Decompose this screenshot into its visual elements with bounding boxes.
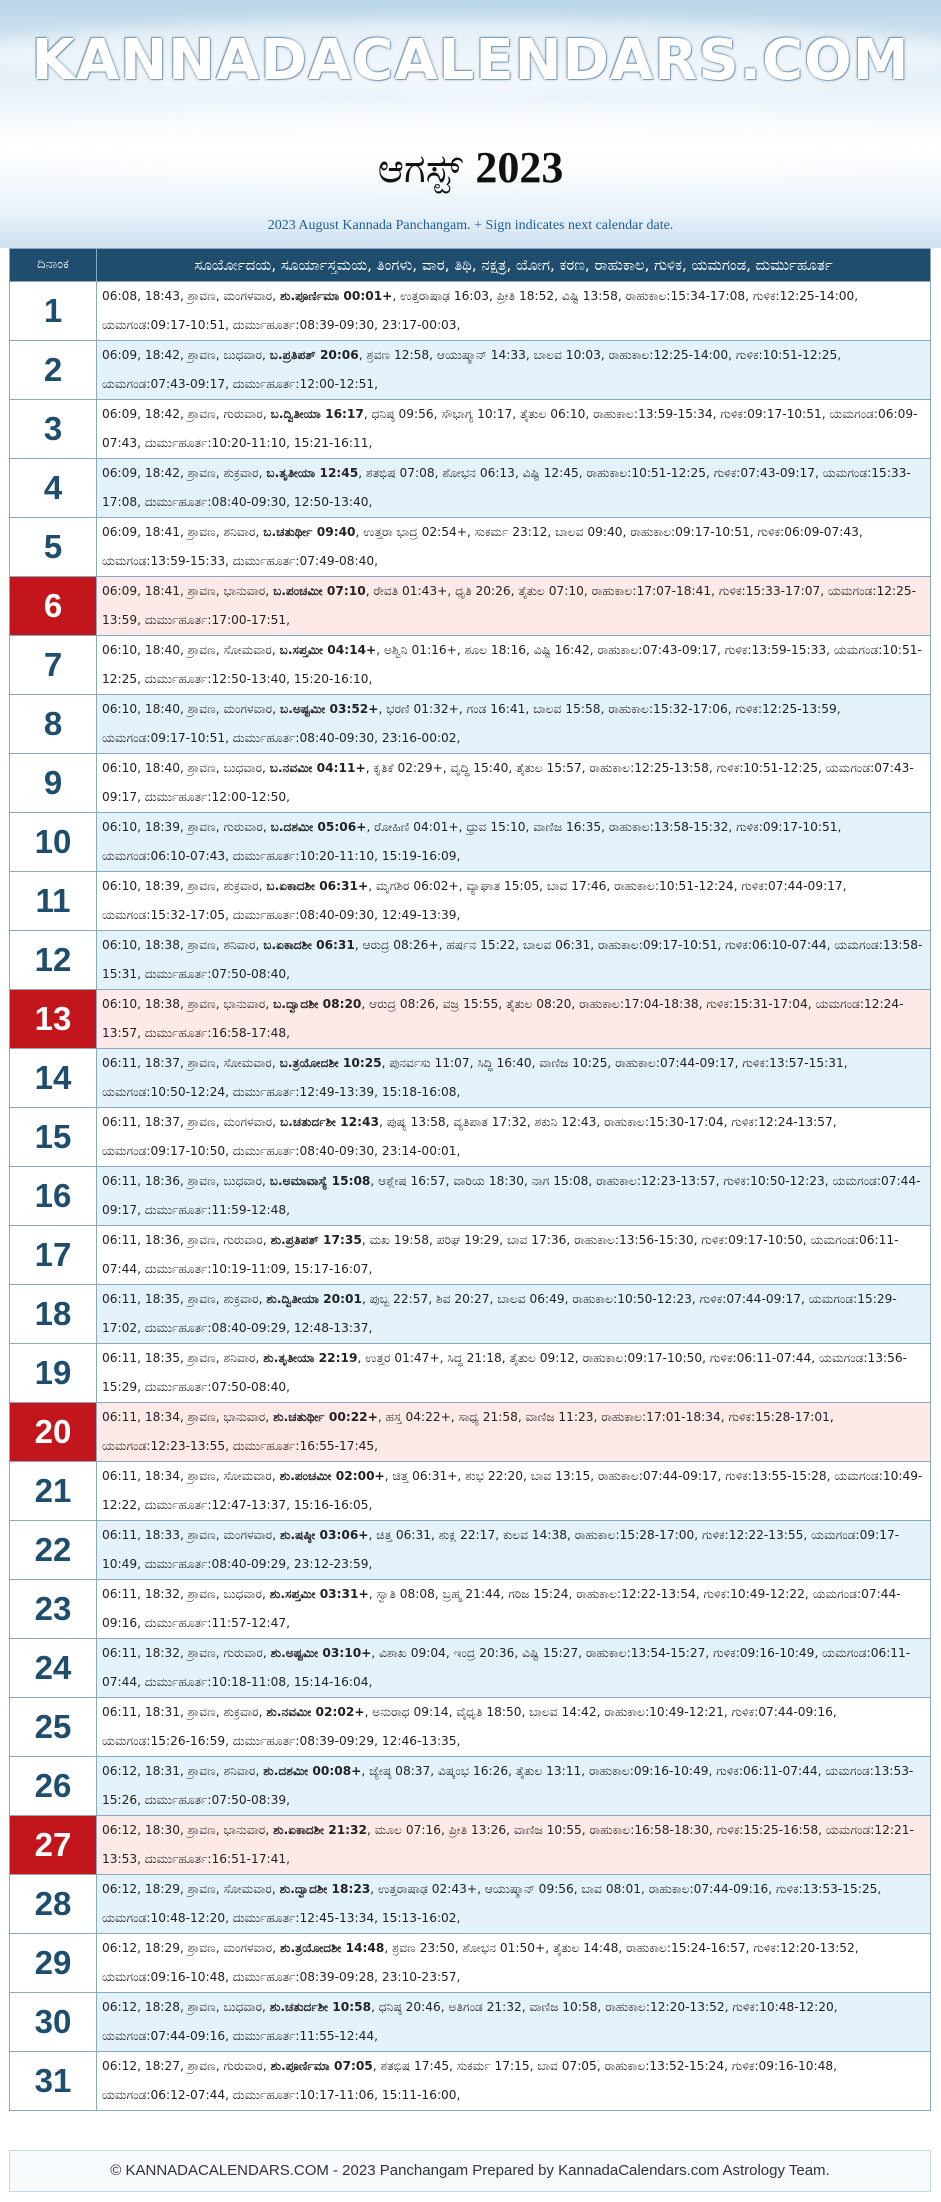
table-row xyxy=(10,695,931,754)
day-number: 11 xyxy=(10,872,97,931)
tithi-label: ಶು.ಚತುರ್ಥೀ 00:22+ xyxy=(273,1410,378,1424)
tithi-label: ಶು.ದ್ವಾದಶೀ 18:23 xyxy=(279,1882,371,1896)
table-row xyxy=(10,1462,931,1521)
details-prefix: 06:10, 18:40, ಶ್ರಾವಣ, ಬುಧವಾರ, xyxy=(102,761,270,775)
day-number: 6 xyxy=(10,577,97,636)
details-suffix: , ಅಶ್ವಿನಿ 01:16+, ಶೂಲ 18:16, ವಿಷ್ಟಿ 16:42, ರಾಹುಕಾಲ:07:43-09:17, ಗುಳಿಕ:13:59-15:33, ಯಮಗಂಡ:10:51-12:25, ದುರ್ಮುಹೂರ್ತ:12:50-13:40, 15:20-16:10, xyxy=(102,643,922,686)
day-number: 8 xyxy=(10,695,97,754)
tithi-label: ಬ.ಚತುರ್ಥೀ 09:40 xyxy=(263,525,356,539)
day-number: 22 xyxy=(10,1521,97,1580)
details-prefix: 06:10, 18:38, ಶ್ರಾವಣ, ಭಾನುವಾರ, xyxy=(102,997,274,1011)
day-number: 21 xyxy=(10,1462,97,1521)
details-prefix: 06:10, 18:39, ಶ್ರಾವಣ, ಶುಕ್ರವಾರ, xyxy=(102,879,267,893)
tithi-label: ಬ.ಅಮಾವಾಸ್ಯೆ 15:08 xyxy=(269,1174,371,1188)
details-suffix: , ಶತಭಿಷ 17:45, ಸುಕರ್ಮ 17:15, ಬಾವ 07:05, ರಾಹುಕಾಲ:13:52-15:24, ಗುಳಿಕ:09:16-10:48, ಯಮಗಂಡ:06:12-07:44, ದುರ್ಮುಹೂರ್ತ:10:17-11:06, 15:11-16:00, xyxy=(102,2059,838,2102)
table-row xyxy=(10,1639,931,1698)
details-suffix: , ಶತಭಿಷ 07:08, ಶೋಭನ 06:13, ವಿಷ್ಟಿ 12:45, ರಾಹುಕಾಲ:10:51-12:25, ಗುಳಿಕ:07:43-09:17, ಯಮಗಂಡ:15:33-17:08, ದುರ್ಮುಹೂರ್ತ:08:40-09:30, 12:50-13:40, xyxy=(102,466,911,509)
panchangam-details xyxy=(97,459,931,518)
day-number: 16 xyxy=(10,1167,97,1226)
day-number: 10 xyxy=(10,813,97,872)
tithi-label: ಶು.ದಶಮೀ 00:08+ xyxy=(263,1764,362,1778)
day-number: 14 xyxy=(10,1049,97,1108)
day-number: 13 xyxy=(10,990,97,1049)
details-prefix: 06:11, 18:35, ಶ್ರಾವಣ, ಶನಿವಾರ, xyxy=(102,1351,264,1365)
details-prefix: 06:11, 18:36, ಶ್ರಾವಣ, ಗುರುವಾರ, xyxy=(102,1233,271,1247)
details-suffix: , ರೇವತಿ 01:43+, ಧೃತಿ 20:26, ತೈತುಲ 07:10, ರಾಹುಕಾಲ:17:07-18:41, ಗುಳಿಕ:15:33-17:07, ಯಮಗಂಡ:12:25-13:59, ದುರ್ಮುಹೂರ್ತ:17:00-17:51, xyxy=(102,584,916,627)
panchangam-details xyxy=(97,813,931,872)
details-prefix: 06:12, 18:30, ಶ್ರಾವಣ, ಭಾನುವಾರ, xyxy=(102,1823,274,1837)
table-row xyxy=(10,341,931,400)
table-row xyxy=(10,1816,931,1875)
table-row xyxy=(10,1344,931,1403)
details-suffix: , ಧನಿಷ್ಠ 20:46, ಅತಿಗಂಡ 21:32, ವಾಣಿಜ 10:58, ರಾಹುಕಾಲ:12:20-13:52, ಗುಳಿಕ:10:48-12:20, ಯಮಗಂಡ:07:44-09:16, ದುರ್ಮುಹೂರ್ತ:11:55-12:44, xyxy=(102,2000,838,2043)
details-suffix: , ಕೃತಿಕೆ 02:29+, ವೃದ್ಧಿ 15:40, ತೈತುಲ 15:57, ರಾಹುಕಾಲ:12:25-13:58, ಗುಳಿಕ:10:51-12:25, ಯಮಗಂಡ:07:43-09:17, ದುರ್ಮುಹೂರ್ತ:12:00-12:50, xyxy=(102,761,914,804)
tithi-label: ಬ.ತ್ರಯೋದಶೀ 10:25 xyxy=(279,1056,382,1070)
details-prefix: 06:10, 18:39, ಶ್ರಾವಣ, ಗುರುವಾರ, xyxy=(102,820,271,834)
tithi-label: ಬ.ದ್ವಾದಶೀ 08:20 xyxy=(273,997,362,1011)
day-number: 18 xyxy=(10,1285,97,1344)
details-prefix: 06:09, 18:41, ಶ್ರಾವಣ, ಭಾನುವಾರ, xyxy=(102,584,274,598)
details-suffix: , ಮೃಗಶಿರ 06:02+, ವ್ಯಾಘಾತ 15:05, ಬಾವ 17:46, ರಾಹುಕಾಲ:10:51-12:24, ಗುಳಿಕ:07:44-09:17, ಯಮಗಂಡ:15:32-17:05, ದುರ್ಮುಹೂರ್ತ:08:40-09:30, 12:49-13:39, xyxy=(102,879,847,922)
day-number: 7 xyxy=(10,636,97,695)
table-row xyxy=(10,931,931,990)
details-suffix: , ಪುಬ್ಬ 22:57, ಶಿವ 20:27, ಬಾಲವ 06:49, ರಾಹುಕಾಲ:10:50-12:23, ಗುಳಿಕ:07:44-09:17, ಯಮಗಂಡ:15:29-17:02, ದುರ್ಮುಹೂರ್ತ:08:40-09:29, 12:48-13:37, xyxy=(102,1292,897,1335)
table-row xyxy=(10,1108,931,1167)
details-prefix: 06:10, 18:40, ಶ್ರಾವಣ, ಸೋಮವಾರ, xyxy=(102,643,280,657)
tithi-label: ಶು.ಚತುರ್ದಶೀ 10:58 xyxy=(269,2000,372,2014)
details-suffix: , ಆರುದ್ರ 08:26, ವಜ್ರ 15:55, ತೈತುಲ 08:20, ರಾಹುಕಾಲ:17:04-18:38, ಗುಳಿಕ:15:31-17:04, ಯಮಗಂಡ:12:24-13:57, ದುರ್ಮುಹೂರ್ತ:16:58-17:48, xyxy=(102,997,904,1040)
table-row xyxy=(10,1226,931,1285)
panchangam-details xyxy=(97,1521,931,1580)
details-prefix: 06:11, 18:34, ಶ್ರಾವಣ, ಸೋಮವಾರ, xyxy=(102,1469,280,1483)
details-suffix: , ರೋಹಿಣಿ 04:01+, ಧ್ರುವ 15:10, ವಾಣಿಜ 16:35, ರಾಹುಕಾಲ:13:58-15:32, ಗುಳಿಕ:09:17-10:51, ಯಮಗಂಡ:06:10-07:43, ದುರ್ಮುಹೂರ್ತ:10:20-11:10, 15:19-16:09, xyxy=(102,820,842,863)
details-suffix: , ಶ್ರವಣ 12:58, ಆಯುಷ್ಮಾನ್ 14:33, ಬಾಲವ 10:03, ರಾಹುಕಾಲ:12:25-14:00, ಗುಳಿಕ:10:51-12:25, ಯಮಗಂಡ:07:43-09:17, ದುರ್ಮುಹೂರ್ತ:12:00-12:51, xyxy=(102,348,842,391)
panchangam-details xyxy=(97,1993,931,2052)
panchangam-details xyxy=(97,990,931,1049)
details-suffix: , ಜ್ಯೇಷ್ಠ 08:37, ವಿಷ್ಕಂಭ 16:26, ತೈತುಲ 13:11, ರಾಹುಕಾಲ:09:16-10:49, ಗುಳಿಕ:06:11-07:44, ಯಮಗಂಡ:13:53-15:26, ದುರ್ಮುಹೂರ್ತ:07:50-08:39, xyxy=(102,1764,914,1807)
table-row xyxy=(10,754,931,813)
day-number: 3 xyxy=(10,400,97,459)
day-number: 31 xyxy=(10,2052,97,2111)
tithi-label: ಬ.ಪ್ರತಿಪತ್ 20:06 xyxy=(269,348,359,362)
day-number: 26 xyxy=(10,1757,97,1816)
details-suffix: , ಹಸ್ತ 04:22+, ಸಾಧ್ಯ 21:58, ವಾಣಿಜ 11:23, ರಾಹುಕಾಲ:17:01-18:34, ಗುಳಿಕ:15:28-17:01, ಯಮಗಂಡ:12:23-13:55, ದುರ್ಮುಹೂರ್ತ:16:55-17:45, xyxy=(102,1410,834,1453)
table-body xyxy=(10,282,931,2111)
tithi-label: ಬ.ತೃತೀಯಾ 12:45 xyxy=(266,466,359,480)
site-logo-title[interactable]: KANNADACALENDARS.COM xyxy=(31,28,910,93)
day-number: 9 xyxy=(10,754,97,813)
details-suffix: , ಅನುರಾಧ 09:14, ವೈಧೃತಿ 18:50, ಬಾಲವ 14:42, ರಾಹುಕಾಲ:10:49-12:21, ಗುಳಿಕ:07:44-09:16, ಯಮಗಂಡ:15:26-16:59, ದುರ್ಮುಹೂರ್ತ:08:39-09:29, 12:46-13:35, xyxy=(102,1705,837,1748)
panchangam-details xyxy=(97,1639,931,1698)
details-prefix: 06:12, 18:28, ಶ್ರಾವಣ, ಬುಧವಾರ, xyxy=(102,2000,270,2014)
tithi-label: ಬ.ಅಷ್ಟಮೀ 03:52+ xyxy=(280,702,379,716)
day-number: 17 xyxy=(10,1226,97,1285)
details-suffix: , ಮೂಲ 07:16, ಪ್ರೀತಿ 13:26, ವಾಣಿಜ 10:55, ರಾಹುಕಾಲ:16:58-18:30, ಗುಳಿಕ:15:25-16:58, ಯಮಗಂಡ:12:21-13:53, ದುರ್ಮುಹೂರ್ತ:16:51-17:41, xyxy=(102,1823,914,1866)
month-name: ಆಗಸ್ಟ್ xyxy=(377,146,463,192)
details-prefix: 06:11, 18:35, ಶ್ರಾವಣ, ಶುಕ್ರವಾರ, xyxy=(102,1292,267,1306)
page-footer: © KANNADACALENDARS.COM - 2023 Panchangam Prepared by KannadaCalendars.com Astrology Team. xyxy=(9,2150,931,2192)
details-suffix: , ಚಿತ್ತ 06:31+, ಶುಭ 22:20, ಬಾವ 13:15, ರಾಹುಕಾಲ:07:44-09:17, ಗುಳಿಕ:13:55-15:28, ಯಮಗಂಡ:10:49-12:22, ದುರ್ಮುಹೂರ್ತ:12:47-13:37, 15:16-16:05, xyxy=(102,1469,923,1512)
table-row xyxy=(10,813,931,872)
table-row xyxy=(10,636,931,695)
details-suffix: , ಶ್ರವಣ 23:50, ಶೋಭನ 01:50+, ತೈತುಲ 14:48, ರಾಹುಕಾಲ:15:24-16:57, ಗುಳಿಕ:12:20-13:52, ಯಮಗಂಡ:09:16-10:48, ದುರ್ಮುಹೂರ್ತ:08:39-09:28, 23:10-23:57, xyxy=(102,1941,859,1984)
details-prefix: 06:10, 18:40, ಶ್ರಾವಣ, ಮಂಗಳವಾರ, xyxy=(102,702,280,716)
details-prefix: 06:11, 18:31, ಶ್ರಾವಣ, ಶುಕ್ರವಾರ, xyxy=(102,1705,267,1719)
tithi-label: ಶು.ತ್ರಯೋದಶೀ 14:48 xyxy=(280,1941,385,1955)
details-suffix: , ಉತ್ತರಾ ಭಾದ್ರ 02:54+, ಸುಕರ್ಮ 23:12, ಬಾಲವ 09:40, ರಾಹುಕಾಲ:09:17-10:51, ಗುಳಿಕ:06:09-07:43, ಯಮಗಂಡ:13:59-15:33, ದುರ್ಮುಹೂರ್ತ:07:49-08:40, xyxy=(102,525,863,568)
tithi-label: ಶು.ಸಪ್ತಮೀ 03:31+ xyxy=(269,1587,369,1601)
panchangam-details xyxy=(97,400,931,459)
table-row xyxy=(10,990,931,1049)
table-row xyxy=(10,1757,931,1816)
day-number: 12 xyxy=(10,931,97,990)
details-prefix: 06:11, 18:32, ಶ್ರಾವಣ, ಬುಧವಾರ, xyxy=(102,1587,270,1601)
tithi-label: ಬ.ಪಂಚಮೀ 07:10 xyxy=(273,584,366,598)
day-number: 2 xyxy=(10,341,97,400)
year: 2023 xyxy=(475,143,564,192)
table-row xyxy=(10,1875,931,1934)
tithi-label: ಶು.ಪೂರ್ಣಿಮಾ 00:01+ xyxy=(280,289,393,303)
day-number: 24 xyxy=(10,1639,97,1698)
panchangam-details xyxy=(97,872,931,931)
tithi-label: ಬ.ಚತುರ್ದಶೀ 12:43 xyxy=(280,1115,379,1129)
site-header xyxy=(0,0,941,248)
panchangam-details xyxy=(97,577,931,636)
panchangam-details xyxy=(97,1580,931,1639)
details-prefix: 06:12, 18:27, ಶ್ರಾವಣ, ಗುರುವಾರ, xyxy=(102,2059,271,2073)
details-prefix: 06:12, 18:29, ಶ್ರಾವಣ, ಮಂಗಳವಾರ, xyxy=(102,1941,280,1955)
tithi-label: ಶು.ಷಷ್ಠೀ 03:06+ xyxy=(280,1528,369,1542)
tithi-label: ಶು.ಏಕಾದಶೀ 21:32 xyxy=(273,1823,368,1837)
table-row xyxy=(10,1521,931,1580)
day-number: 27 xyxy=(10,1816,97,1875)
column-header-details: ಸೂರ್ಯೋದಯ, ಸೂರ್ಯಾಸ್ತಮಯ, ತಿಂಗಳು, ವಾರ, ತಿಥಿ, ನಕ್ಷತ್ರ, ಯೋಗ, ಕರಣ, ರಾಹುಕಾಲ, ಗುಳಿಕ, ಯಮಗಂಡ, ದುರ್ಮುಹೂರ್ತ xyxy=(97,249,931,282)
panchangam-details xyxy=(97,754,931,813)
table-row xyxy=(10,2052,931,2111)
details-prefix: 06:11, 18:32, ಶ್ರಾವಣ, ಗುರುವಾರ, xyxy=(102,1646,271,1660)
tithi-label: ಶು.ದ್ವಿತೀಯಾ 20:01 xyxy=(266,1292,362,1306)
details-prefix: 06:09, 18:42, ಶ್ರಾವಣ, ಗುರುವಾರ, xyxy=(102,407,271,421)
panchangam-details xyxy=(97,1344,931,1403)
tithi-label: ಬ.ದ್ವಿತೀಯಾ 16:17 xyxy=(270,407,364,421)
panchangam-details xyxy=(97,1049,931,1108)
day-number: 23 xyxy=(10,1580,97,1639)
panchangam-details xyxy=(97,1226,931,1285)
table-row xyxy=(10,1993,931,2052)
panchangam-details xyxy=(97,341,931,400)
details-suffix: , ಉತ್ತರಾಷಾಢ 16:03, ಪ್ರೀತಿ 18:52, ವಿಷ್ಟಿ 13:58, ರಾಹುಕಾಲ:15:34-17:08, ಗುಳಿಕ:12:25-14:00, ಯಮಗಂಡ:09:17-10:51, ದುರ್ಮುಹೂರ್ತ:08:39-09:30, 23:17-00:03, xyxy=(102,289,859,332)
tithi-label: ಶು.ಪ್ರತಿಪತ್ 17:35 xyxy=(270,1233,362,1247)
table-row xyxy=(10,1167,931,1226)
details-prefix: 06:11, 18:37, ಶ್ರಾವಣ, ಸೋಮವಾರ, xyxy=(102,1056,280,1070)
panchangam-details xyxy=(97,1757,931,1816)
details-prefix: 06:12, 18:29, ಶ್ರಾವಣ, ಸೋಮವಾರ, xyxy=(102,1882,280,1896)
details-prefix: 06:09, 18:42, ಶ್ರಾವಣ, ಶುಕ್ರವಾರ, xyxy=(102,466,267,480)
tithi-label: ಶು.ಪೂರ್ಣಿಮಾ 07:05 xyxy=(270,2059,373,2073)
panchangam-details xyxy=(97,282,931,341)
details-suffix: , ಮಖ 19:58, ಪರಿಘ 19:29, ಬಾವ 17:36, ರಾಹುಕಾಲ:13:56-15:30, ಗುಳಿಕ:09:17-10:50, ಯಮಗಂಡ:06:11-07:44, ದುರ್ಮುಹೂರ್ತ:10:19-11:09, 15:17-16:07, xyxy=(102,1233,899,1276)
details-prefix: 06:11, 18:36, ಶ್ರಾವಣ, ಬುಧವಾರ, xyxy=(102,1174,270,1188)
table-row xyxy=(10,872,931,931)
details-suffix: , ವಿಶಾಖ 09:04, ಇಂದ್ರ 20:36, ವಿಷ್ಟಿ 15:27, ರಾಹುಕಾಲ:13:54-15:27, ಗುಳಿಕ:09:16-10:49, ಯಮಗಂಡ:06:11-07:44, ದುರ್ಮುಹೂರ್ತ:10:18-11:08, 15:14-16:04, xyxy=(102,1646,911,1689)
tithi-label: ಬ.ದಶಮೀ 05:06+ xyxy=(270,820,367,834)
details-prefix: 06:11, 18:34, ಶ್ರಾವಣ, ಭಾನುವಾರ, xyxy=(102,1410,274,1424)
table-row xyxy=(10,1049,931,1108)
details-prefix: 06:08, 18:43, ಶ್ರಾವಣ, ಮಂಗಳವಾರ, xyxy=(102,289,280,303)
panchangam-details xyxy=(97,931,931,990)
table-row xyxy=(10,577,931,636)
details-suffix: , ಪುನರ್ವಸು 11:07, ಸಿದ್ಧಿ 16:40, ವಾಣಿಜ 10:25, ರಾಹುಕಾಲ:07:44-09:17, ಗುಳಿಕ:13:57-15:31, ಯಮಗಂಡ:10:50-12:24, ದುರ್ಮುಹೂರ್ತ:12:49-13:39, 15:18-16:08, xyxy=(102,1056,848,1099)
table-row xyxy=(10,1403,931,1462)
day-number: 30 xyxy=(10,1993,97,2052)
details-suffix: , ಆರುದ್ರ 08:26+, ಹರ್ಷನ 15:22, ಬಾಲವ 06:31, ರಾಹುಕಾಲ:09:17-10:51, ಗುಳಿಕ:06:10-07:44, ಯಮಗಂಡ:13:58-15:31, ದುರ್ಮುಹೂರ್ತ:07:50-08:40, xyxy=(102,938,923,981)
table-row xyxy=(10,400,931,459)
table-row xyxy=(10,459,931,518)
table-row xyxy=(10,518,931,577)
day-number: 19 xyxy=(10,1344,97,1403)
day-number: 5 xyxy=(10,518,97,577)
details-suffix: , ಚಿತ್ತ 06:31, ಶುಕ್ಲ 22:17, ಕುಲವ 14:38, ರಾಹುಕಾಲ:15:28-17:00, ಗುಳಿಕ:12:22-13:55, ಯಮಗಂಡ:09:17-10:49, ದುರ್ಮುಹೂರ್ತ:08:40-09:29, 23:12-23:59, xyxy=(102,1528,900,1571)
column-header-date: ದಿನಾಂಕ xyxy=(10,249,97,282)
panchangam-details xyxy=(97,1403,931,1462)
panchangam-details xyxy=(97,518,931,577)
table-row xyxy=(10,1580,931,1639)
tithi-label: ಬ.ಏಕಾದಶೀ 06:31+ xyxy=(266,879,369,893)
details-suffix: , ಧನಿಷ್ಠ 09:56, ಸೌಭಾಗ್ಯ 10:17, ತೈತುಲ 06:10, ರಾಹುಕಾಲ:13:59-15:34, ಗುಳಿಕ:09:17-10:51, ಯಮಗಂಡ:06:09-07:43, ದುರ್ಮುಹೂರ್ತ:10:20-11:10, 15:21-16:11, xyxy=(102,407,918,450)
panchangam-details xyxy=(97,1108,931,1167)
table-row xyxy=(10,1698,931,1757)
day-number: 29 xyxy=(10,1934,97,1993)
tithi-label: ಬ.ನವಮೀ 04:11+ xyxy=(269,761,366,775)
panchangam-details xyxy=(97,1934,931,1993)
tithi-label: ಶು.ತೃತೀಯಾ 22:19 xyxy=(263,1351,358,1365)
panchangam-details xyxy=(97,1462,931,1521)
panchangam-details xyxy=(97,2052,931,2111)
panchangam-details xyxy=(97,695,931,754)
tithi-label: ಶು.ಅಷ್ಟಮೀ 03:10+ xyxy=(270,1646,372,1660)
details-prefix: 06:12, 18:31, ಶ್ರಾವಣ, ಶನಿವಾರ, xyxy=(102,1764,264,1778)
details-suffix: , ಉತ್ತರ 01:47+, ಸಿದ್ಧ 21:18, ತೈತುಲ 09:12, ರಾಹುಕಾಲ:09:17-10:50, ಗುಳಿಕ:06:11-07:44, ಯಮಗಂಡ:13:56-15:29, ದುರ್ಮುಹೂರ್ತ:07:50-08:40, xyxy=(102,1351,908,1394)
details-suffix: , ಭರಣಿ 01:32+, ಗಂಡ 16:41, ಬಾಲವ 15:58, ರಾಹುಕಾಲ:15:32-17:06, ಗುಳಿಕ:12:25-13:59, ಯಮಗಂಡ:09:17-10:51, ದುರ್ಮುಹೂರ್ತ:08:40-09:30, 23:16-00:02, xyxy=(102,702,841,745)
tithi-label: ಶು.ಪಂಚಮೀ 02:00+ xyxy=(279,1469,385,1483)
day-number: 20 xyxy=(10,1403,97,1462)
table-row xyxy=(10,1285,931,1344)
details-suffix: , ಉತ್ತರಾಷಾಢ 02:43+, ಆಯುಷ್ಮಾನ್ 09:56, ಬಾವ 08:01, ರಾಹುಕಾಲ:07:44-09:16, ಗುಳಿಕ:13:53-15:25, ಯಮಗಂಡ:10:48-12:20, ದುರ್ಮುಹೂರ್ತ:12:45-13:34, 15:13-16:02, xyxy=(102,1882,882,1925)
table-header-row xyxy=(10,249,931,282)
details-prefix: 06:10, 18:38, ಶ್ರಾವಣ, ಶನಿವಾರ, xyxy=(102,938,264,952)
panchangam-table xyxy=(9,248,931,2111)
panchangam-details xyxy=(97,1167,931,1226)
tithi-label: ಬ.ಏಕಾದಶೀ 06:31 xyxy=(263,938,355,952)
details-prefix: 06:09, 18:41, ಶ್ರಾವಣ, ಶನಿವಾರ, xyxy=(102,525,264,539)
details-prefix: 06:11, 18:37, ಶ್ರಾವಣ, ಮಂಗಳವಾರ, xyxy=(102,1115,280,1129)
table-row xyxy=(10,282,931,341)
page-subtitle: 2023 August Kannada Panchangam. + Sign indicates next calendar date. xyxy=(267,218,674,233)
panchangam-details xyxy=(97,1875,931,1934)
month-year-title xyxy=(0,142,941,193)
details-prefix: 06:09, 18:42, ಶ್ರಾವಣ, ಬುಧವಾರ, xyxy=(102,348,270,362)
tithi-label: ಶು.ನವಮೀ 02:02+ xyxy=(266,1705,365,1719)
panchangam-details xyxy=(97,1285,931,1344)
day-number: 15 xyxy=(10,1108,97,1167)
details-suffix: , ಪುಷ್ಯ 13:58, ವ್ಯತಿಪಾತ 17:32, ಶಕುನಿ 12:43, ರಾಹುಕಾಲ:15:30-17:04, ಗುಳಿಕ:12:24-13:57, ಯಮಗಂಡ:09:17-10:50, ದುರ್ಮುಹೂರ್ತ:08:40-09:30, 23:14-00:01, xyxy=(102,1115,837,1158)
details-prefix: 06:11, 18:33, ಶ್ರಾವಣ, ಮಂಗಳವಾರ, xyxy=(102,1528,280,1542)
day-number: 4 xyxy=(10,459,97,518)
details-suffix: , ಆಶ್ಲೇಷ 16:57, ವಾರಿಯ 18:30, ನಾಗ 15:08, ರಾಹುಕಾಲ:12:23-13:57, ಗುಳಿಕ:10:50-12:23, ಯಮಗಂಡ:07:44-09:17, ದುರ್ಮುಹೂರ್ತ:11:59-12:48, xyxy=(102,1174,921,1217)
table-row xyxy=(10,1934,931,1993)
tithi-label: ಬ.ಸಪ್ತಮೀ 04:14+ xyxy=(279,643,377,657)
day-number: 25 xyxy=(10,1698,97,1757)
day-number: 28 xyxy=(10,1875,97,1934)
panchangam-details xyxy=(97,636,931,695)
day-number: 1 xyxy=(10,282,97,341)
details-suffix: , ಸ್ವಾತಿ 08:08, ಬ್ರಹ್ಮ 21:44, ಗರಿಜ 15:24, ರಾಹುಕಾಲ:12:22-13:54, ಗುಳಿಕ:10:49-12:22, ಯಮಗಂಡ:07:44-09:16, ದುರ್ಮುಹೂರ್ತ:11:57-12:47, xyxy=(102,1587,901,1630)
panchangam-details xyxy=(97,1698,931,1757)
panchangam-details xyxy=(97,1816,931,1875)
